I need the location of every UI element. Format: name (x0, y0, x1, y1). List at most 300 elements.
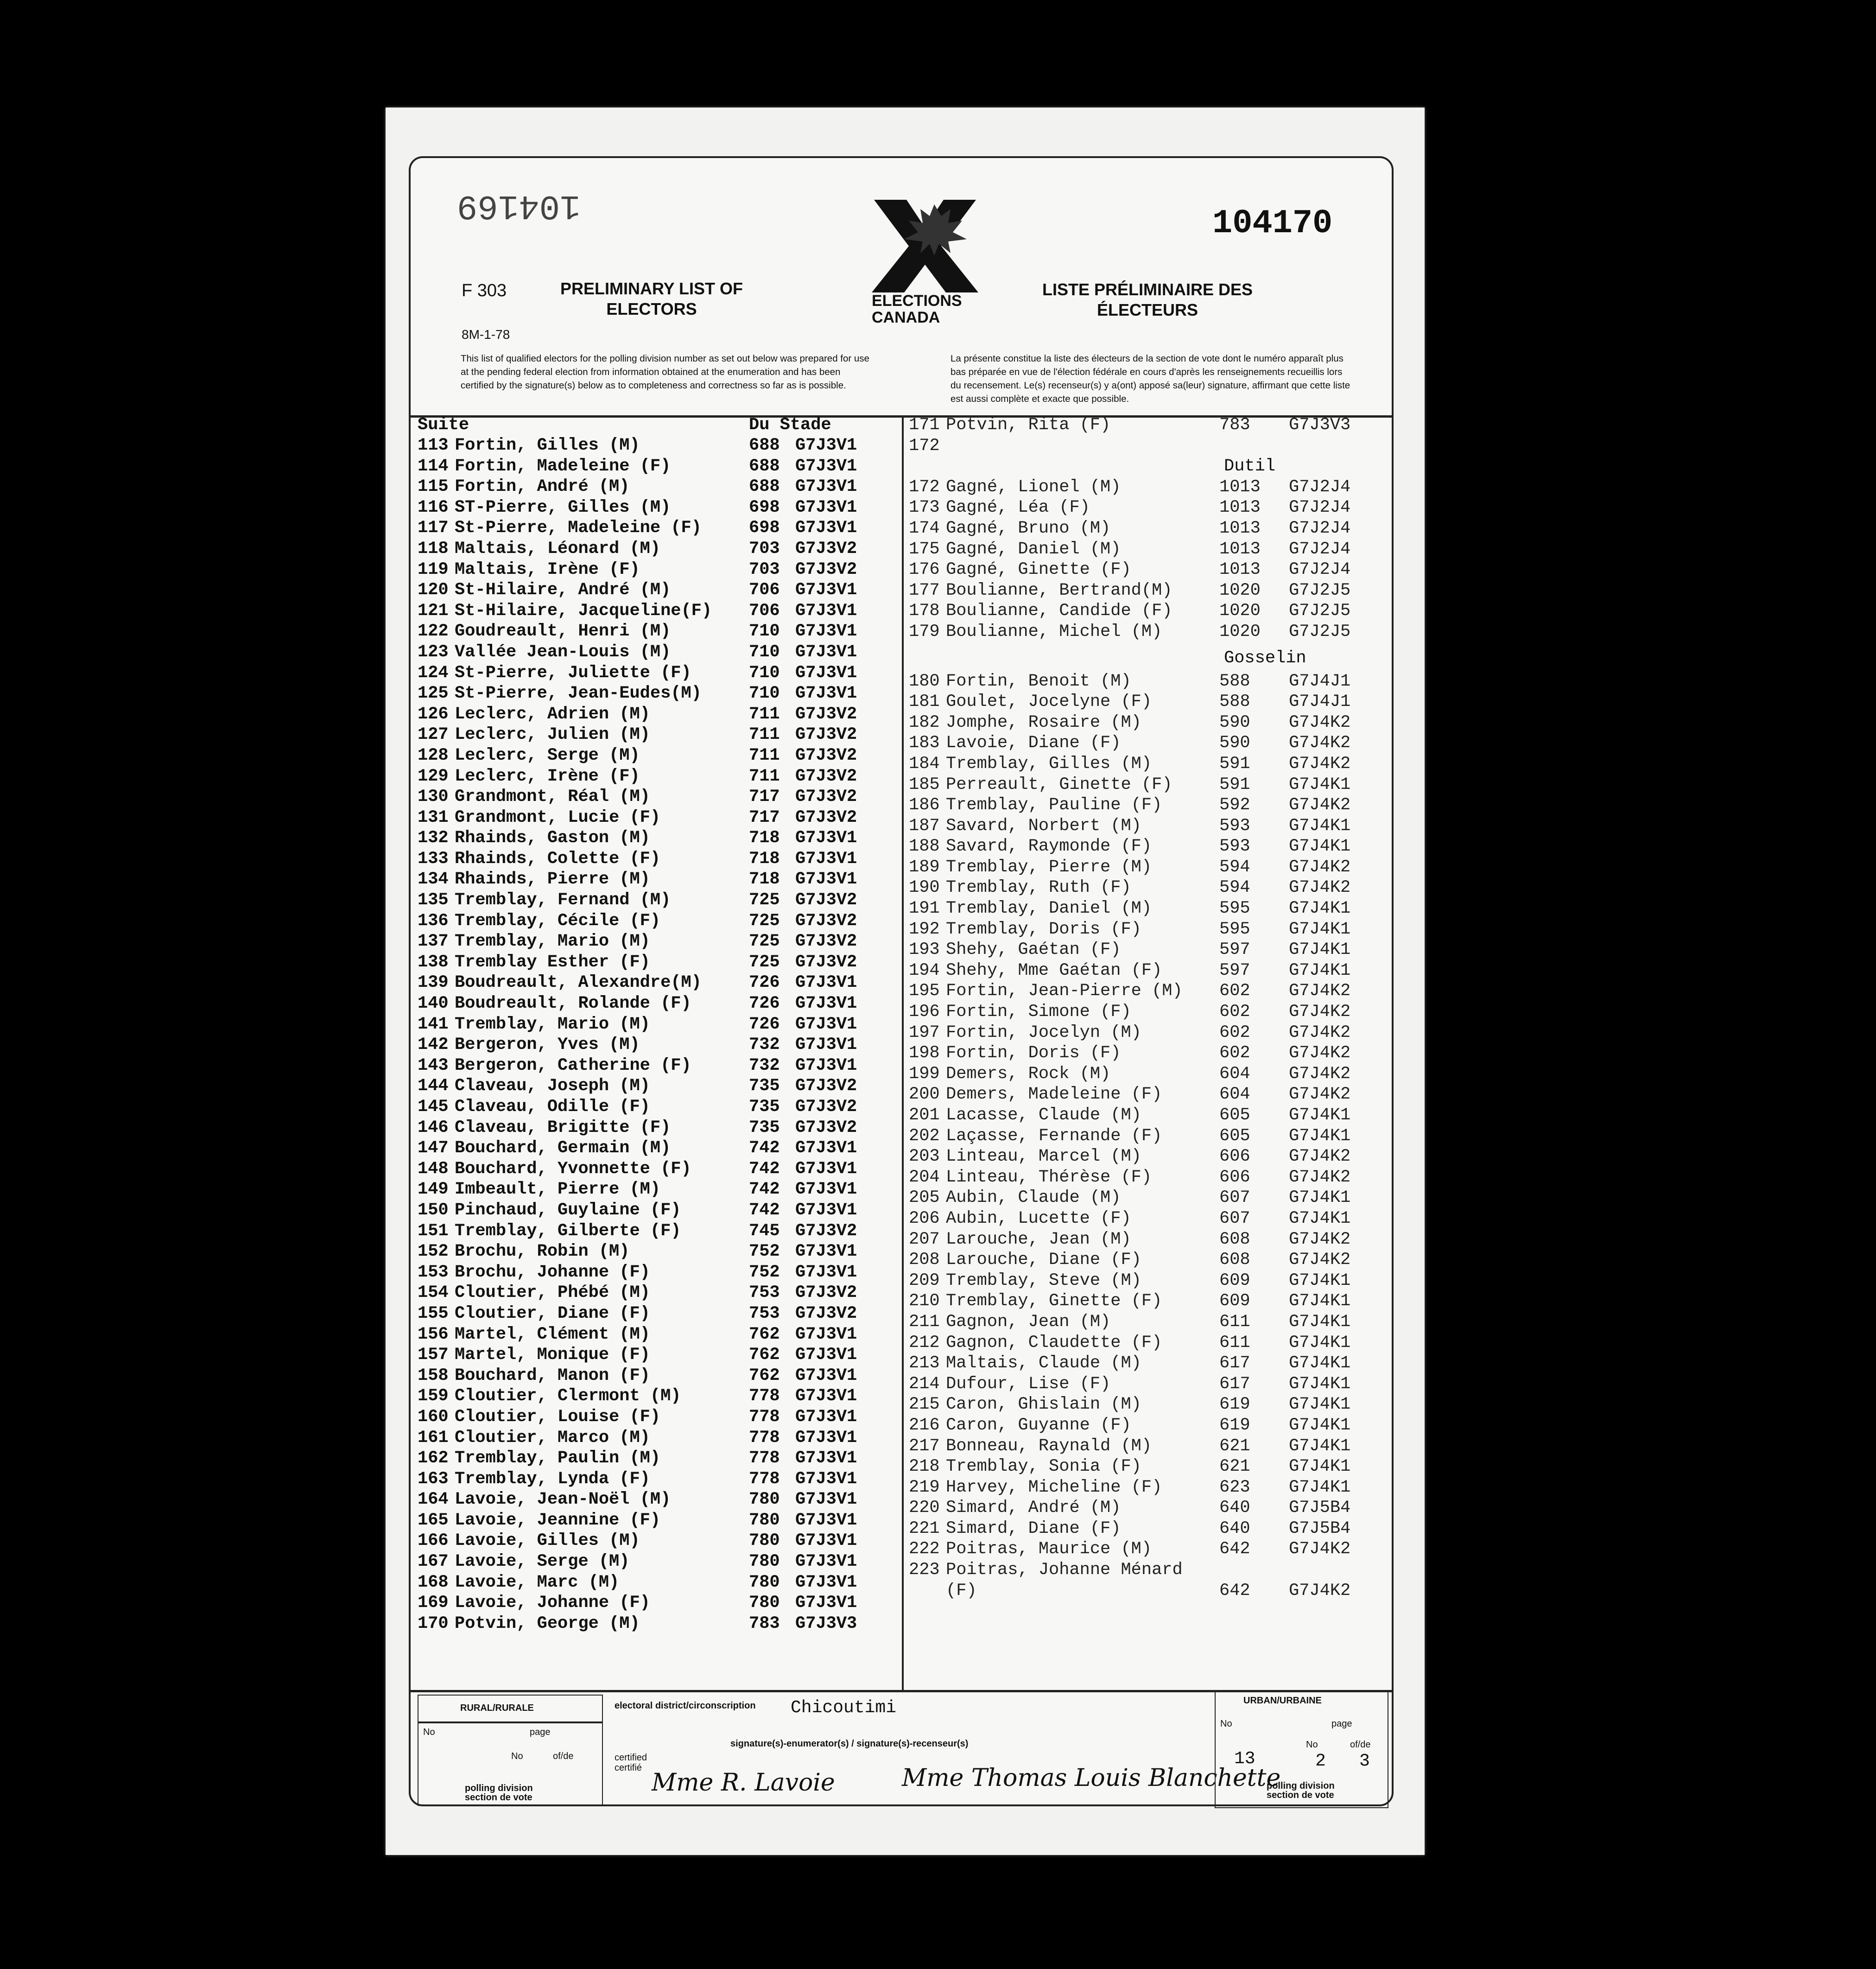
elector-address: 611 (1219, 1312, 1250, 1332)
elector-address: 592 (1219, 795, 1250, 815)
elector-name: Demers, Madeleine (F) (946, 1085, 1162, 1105)
elector-number: 146 (418, 1118, 449, 1137)
elector-number: 142 (418, 1035, 449, 1055)
elector-number: 145 (418, 1097, 449, 1117)
elector-name: Bonneau, Raynald (M) (946, 1436, 1152, 1456)
elector-postal-code: G7J4J1 (1289, 671, 1351, 691)
elector-number: 219 (909, 1477, 940, 1497)
elector-number: 130 (418, 787, 449, 807)
elector-postal-code: G7J2J5 (1289, 601, 1351, 621)
elector-name: Leclerc, Serge (M) (455, 745, 640, 765)
elector-name: Fortin, Benoit (M) (946, 671, 1131, 691)
elector-row (909, 1271, 1391, 1292)
elector-row (418, 1138, 900, 1159)
elector-row (909, 1416, 1391, 1436)
elector-number: 139 (418, 973, 449, 993)
urban-page-label: page (1331, 1719, 1352, 1729)
elector-postal-code: G7J4K2 (1289, 1581, 1351, 1601)
elector-postal-code: G7J3V1 (795, 994, 857, 1014)
elector-address: 597 (1219, 960, 1250, 980)
elector-address: 753 (749, 1283, 780, 1303)
elector-postal-code: G7J4K2 (1289, 878, 1351, 898)
elector-number: 153 (418, 1262, 449, 1282)
elector-address: 732 (749, 1035, 780, 1055)
signature-label: signature(s)-enumerator(s) / signature(s)-recenseur(s) (730, 1739, 969, 1749)
elector-row (909, 1519, 1391, 1540)
elector-row (418, 477, 900, 498)
street-heading-gosselin (909, 643, 1391, 672)
elector-address: 711 (749, 745, 780, 765)
elector-number: 172 (909, 477, 940, 497)
elector-row (909, 899, 1391, 920)
elector-row (909, 1581, 1391, 1602)
elector-number: 167 (418, 1552, 449, 1572)
elector-name: Goulet, Jocelyne (F) (946, 692, 1152, 712)
elector-row (909, 1560, 1391, 1581)
elector-row (909, 1333, 1391, 1354)
elector-name: Shehy, Gaétan (F) (946, 940, 1121, 960)
elector-row (909, 436, 1391, 457)
elector-postal-code: G7J2J4 (1289, 518, 1351, 538)
elector-number: 117 (418, 518, 449, 538)
elector-address: 710 (749, 663, 780, 683)
elector-name: Boulianne, Bertrand(M) (946, 580, 1172, 600)
elector-row (418, 953, 900, 973)
elector-number: 151 (418, 1221, 449, 1241)
elector-postal-code: G7J4K1 (1289, 1374, 1351, 1394)
elector-postal-code: G7J3V1 (795, 849, 857, 869)
elector-number: 210 (909, 1291, 940, 1311)
elector-number: 196 (909, 1002, 940, 1022)
elector-row (909, 754, 1391, 775)
elector-postal-code: G7J4K1 (1289, 1395, 1351, 1415)
elector-number: 116 (418, 497, 449, 517)
elector-postal-code: G7J4K1 (1289, 1436, 1351, 1456)
elector-postal-code: G7J3V1 (795, 1262, 857, 1282)
elector-row (909, 1374, 1391, 1395)
elector-row (909, 1436, 1391, 1457)
elector-postal-code: G7J4K1 (1289, 816, 1351, 836)
elector-postal-code: G7J4K1 (1289, 1270, 1351, 1290)
elector-address: 780 (749, 1490, 780, 1510)
elector-address: 725 (749, 932, 780, 952)
elector-name: Tremblay, Cécile (F) (455, 911, 661, 931)
elector-address: 617 (1219, 1374, 1250, 1394)
elector-name: St-Pierre, Juliette (F) (455, 663, 691, 683)
elector-number: 128 (418, 745, 449, 765)
elector-row (909, 920, 1391, 940)
elector-row (418, 1448, 900, 1469)
elector-number: 169 (418, 1593, 449, 1613)
elector-postal-code: G7J3V1 (795, 1159, 857, 1179)
electors-body (411, 415, 1392, 1690)
elector-name: Tremblay, Pauline (F) (946, 795, 1162, 815)
elector-name: Cloutier, Louise (F) (455, 1407, 661, 1427)
elector-number: 158 (418, 1366, 449, 1385)
elector-row (418, 684, 900, 705)
elector-postal-code: G7J3V1 (795, 622, 857, 642)
elector-postal-code: G7J4K2 (1289, 754, 1351, 774)
elector-address: 717 (749, 787, 780, 807)
elector-postal-code: G7J3V1 (795, 1180, 857, 1200)
elector-address: 1020 (1219, 580, 1261, 600)
elector-number: 166 (418, 1531, 449, 1551)
rural-page-label: page (530, 1727, 551, 1737)
serial-number: 104170 (1212, 204, 1333, 242)
elector-number: 193 (909, 940, 940, 960)
elector-postal-code: G7J3V1 (795, 870, 857, 889)
elector-number: 138 (418, 952, 449, 972)
elector-address: 780 (749, 1552, 780, 1572)
elector-address: 609 (1219, 1291, 1250, 1311)
elector-postal-code: G7J4K1 (1289, 1353, 1351, 1373)
elector-name: Gagnon, Jean (M) (946, 1312, 1111, 1332)
elector-number: 181 (909, 692, 940, 712)
district-name: Chicoutimi (791, 1698, 897, 1718)
elector-address: 698 (749, 518, 780, 538)
elector-row (418, 1076, 900, 1097)
elector-name: Lavoie, Marc (M) (455, 1572, 620, 1592)
elector-postal-code: G7J4K2 (1289, 1064, 1351, 1084)
elector-address: 778 (749, 1469, 780, 1489)
elector-number: 144 (418, 1076, 449, 1096)
form-date: 8M-1-78 (462, 327, 510, 342)
elector-row (418, 601, 900, 622)
elector-row (909, 1147, 1391, 1168)
elector-number: 187 (909, 816, 940, 836)
elector-address: 617 (1219, 1353, 1250, 1373)
elector-address: 609 (1219, 1270, 1250, 1290)
elector-address: 762 (749, 1345, 780, 1365)
elector-postal-code: G7J3V1 (795, 1035, 857, 1055)
elector-name: Caron, Ghislain (M) (946, 1395, 1141, 1415)
elector-number: 202 (909, 1126, 940, 1146)
intro-french: La présente constitue la liste des électeurs de la section de vote dont le numéro apparaît plus bas préparée en vue de l'élection fédérale en cours d'après les renseignements recueillis lors du recensement. Le(s) recenseur(s) y a(ont) apposé sa(leur) signature, affirmant que cette liste est aussi complète et exacte que possible. (951, 353, 1350, 404)
rural-of-label: of/de (553, 1751, 574, 1761)
street-label-gosselin: Gosselin (1224, 648, 1306, 668)
elector-row (909, 1043, 1391, 1064)
elector-postal-code: G7J4J1 (1289, 692, 1351, 712)
elector-address: 718 (749, 828, 780, 848)
elector-address: 619 (1219, 1415, 1250, 1435)
elector-row (418, 457, 900, 477)
elector-number: 222 (909, 1539, 940, 1559)
elector-row (909, 1312, 1391, 1333)
elector-row (909, 1188, 1391, 1209)
certified-label: certified certifié (615, 1753, 647, 1773)
elector-row (909, 1085, 1391, 1105)
elector-address: 735 (749, 1076, 780, 1096)
elector-row (418, 580, 900, 601)
elector-name: Tremblay, Paulin (M) (455, 1448, 661, 1468)
elector-row (909, 775, 1391, 796)
elector-address: 735 (749, 1118, 780, 1137)
elector-postal-code: G7J3V1 (795, 1366, 857, 1385)
elector-postal-code: G7J4K1 (1289, 1126, 1351, 1146)
elector-number: 154 (418, 1283, 449, 1303)
elector-address: 590 (1219, 733, 1250, 753)
elector-postal-code: G7J3V2 (795, 704, 857, 724)
elector-address: 783 (1219, 415, 1250, 435)
elector-number: 189 (909, 857, 940, 877)
elector-row (418, 828, 900, 849)
elector-address: 606 (1219, 1167, 1250, 1187)
elector-row (418, 1490, 900, 1511)
elector-postal-code: G7J4K2 (1289, 733, 1351, 753)
elector-name: Shehy, Mme Gaétan (F) (946, 960, 1162, 980)
elector-number: 114 (418, 456, 449, 476)
elector-name: Grandmont, Réal (M) (455, 787, 650, 807)
elector-postal-code: G7J3V2 (795, 807, 857, 827)
elector-name: Boulianne, Michel (M) (946, 622, 1162, 642)
elector-row (909, 1023, 1391, 1044)
elector-number: 174 (909, 518, 940, 538)
elector-address: 778 (749, 1448, 780, 1468)
elector-number: 182 (909, 712, 940, 732)
elector-postal-code: G7J2J5 (1289, 622, 1351, 642)
urban-of-label: of/de (1350, 1740, 1371, 1750)
elector-number: 194 (909, 960, 940, 980)
elector-row (418, 1511, 900, 1531)
elector-name: Cloutier, Phébé (M) (455, 1283, 650, 1303)
elector-address: 607 (1219, 1208, 1250, 1228)
elector-postal-code: G7J3V1 (795, 1345, 857, 1365)
urban-box (1215, 1690, 1388, 1808)
elector-postal-code: G7J3V1 (795, 828, 857, 848)
elector-address: 710 (749, 684, 780, 704)
elector-name: St-Hilaire, André (M) (455, 580, 671, 600)
elector-number: 115 (418, 477, 449, 497)
elector-name: Tremblay, Fernand (M) (455, 890, 671, 910)
elector-address: 742 (749, 1200, 780, 1220)
urban-polling-label: polling division section de vote (1267, 1781, 1335, 1800)
elector-address: 602 (1219, 981, 1250, 1001)
elector-name: Poitras, Maurice (M) (946, 1539, 1152, 1559)
elector-number: 171 (909, 415, 940, 435)
elector-name: Leclerc, Irène (F) (455, 766, 640, 786)
elector-name: Cloutier, Marco (M) (455, 1428, 650, 1448)
elector-postal-code: G7J3V2 (795, 1076, 857, 1096)
elector-row (909, 981, 1391, 1002)
elector-name: Harvey, Micheline (F) (946, 1477, 1162, 1497)
elector-postal-code: G7J3V2 (795, 725, 857, 745)
elector-postal-code: G7J2J5 (1289, 580, 1351, 600)
elector-name: Aubin, Lucette (F) (946, 1208, 1131, 1228)
elector-postal-code: G7J4K1 (1289, 960, 1351, 980)
elector-address: 706 (749, 580, 780, 600)
elector-row (909, 1478, 1391, 1499)
elector-name: Gagné, Bruno (M) (946, 518, 1111, 538)
elector-row (909, 1395, 1391, 1416)
elector-number: 213 (909, 1353, 940, 1373)
elector-number: 175 (909, 539, 940, 559)
elector-postal-code: G7J3V1 (795, 1138, 857, 1158)
elector-name: Fortin, André (M) (455, 477, 630, 497)
elector-number: 124 (418, 663, 449, 683)
elector-number: 197 (909, 1023, 940, 1042)
elector-name: Tremblay, Pierre (M) (946, 857, 1152, 877)
elector-number: 217 (909, 1436, 940, 1456)
elector-address: 735 (749, 1097, 780, 1117)
elector-row (909, 560, 1391, 581)
elector-row (909, 1168, 1391, 1188)
rural-polling-label: polling division section de vote (465, 1783, 533, 1803)
elector-postal-code: G7J2J4 (1289, 498, 1351, 518)
elector-postal-code: G7J4K2 (1289, 1229, 1351, 1249)
elector-address: 1013 (1219, 560, 1261, 580)
elector-number: 212 (909, 1333, 940, 1353)
elector-address: 778 (749, 1386, 780, 1406)
elector-name: Lavoie, Johanne (F) (455, 1593, 650, 1613)
elector-row (418, 973, 900, 994)
elector-postal-code: G7J4K2 (1289, 1085, 1351, 1105)
street-label-suite: Suite (418, 415, 469, 435)
left-column (418, 415, 900, 1634)
elector-address: 604 (1219, 1085, 1250, 1105)
elector-row (909, 878, 1391, 899)
elector-row (909, 1105, 1391, 1126)
elector-row (909, 961, 1391, 982)
elector-name: Fortin, Jean-Pierre (M) (946, 981, 1183, 1001)
elector-number: 125 (418, 684, 449, 704)
elector-address: 1020 (1219, 601, 1261, 621)
elector-name: Savard, Raymonde (F) (946, 837, 1152, 857)
elector-postal-code: G7J3V1 (795, 1324, 857, 1344)
elector-postal-code: G7J3V1 (795, 1242, 857, 1262)
elector-postal-code: G7J3V1 (795, 1200, 857, 1220)
elector-number: 152 (418, 1242, 449, 1262)
elector-number: 140 (418, 994, 449, 1014)
elector-name: Bergeron, Yves (M) (455, 1035, 640, 1055)
elector-address: 726 (749, 994, 780, 1014)
elector-number: 172 (909, 436, 940, 456)
elector-postal-code: G7J3V1 (795, 684, 857, 704)
elector-postal-code: G7J3V1 (795, 1593, 857, 1613)
elector-row (418, 787, 900, 808)
elector-row (418, 994, 900, 1015)
elector-number: 119 (418, 559, 449, 579)
elector-number: 150 (418, 1200, 449, 1220)
elector-row (418, 539, 900, 560)
elector-address: 726 (749, 973, 780, 993)
elector-postal-code: G7J4K1 (1289, 919, 1351, 939)
elector-address: 594 (1219, 878, 1250, 898)
elector-address: 1020 (1219, 622, 1261, 642)
elector-postal-code: G7J3V2 (795, 559, 857, 579)
elector-row (909, 1498, 1391, 1519)
elector-name: Bouchard, Germain (M) (455, 1138, 671, 1158)
elector-postal-code: G7J3V2 (795, 952, 857, 972)
elector-row (418, 1325, 900, 1346)
elector-name: Bouchard, Yvonnette (F) (455, 1159, 691, 1179)
elector-number: 164 (418, 1490, 449, 1510)
elector-number: 159 (418, 1386, 449, 1406)
elector-row (418, 1407, 900, 1428)
elector-row (418, 746, 900, 767)
elector-number: 122 (418, 622, 449, 642)
elector-address: 595 (1219, 919, 1250, 939)
elector-name: St-Pierre, Madeleine (F) (455, 518, 702, 538)
dutil-elector-list (909, 477, 1391, 643)
elector-number: 203 (909, 1147, 940, 1167)
elector-row (909, 1126, 1391, 1147)
elector-name: Gagnon, Claudette (F) (946, 1333, 1162, 1353)
elector-postal-code: G7J3V1 (795, 477, 857, 497)
elector-number: 137 (418, 932, 449, 952)
elector-address: 742 (749, 1159, 780, 1179)
right-top-list (909, 415, 1391, 457)
ghost-serial: 104169 (457, 186, 581, 225)
elector-address: 619 (1219, 1395, 1250, 1415)
elector-row (909, 622, 1391, 643)
elector-number: 161 (418, 1428, 449, 1448)
right-column (909, 415, 1391, 1601)
elector-row (418, 1159, 900, 1180)
elector-name: Gagné, Léa (F) (946, 498, 1090, 518)
elector-address: 642 (1219, 1539, 1250, 1559)
elector-postal-code: G7J4K1 (1289, 1208, 1351, 1228)
elector-number: 123 (418, 642, 449, 662)
elector-row (418, 870, 900, 890)
elector-row (418, 1015, 900, 1035)
elector-address: 742 (749, 1180, 780, 1200)
elector-name: Lavoie, Serge (M) (455, 1552, 630, 1572)
elector-row (418, 518, 900, 539)
elector-postal-code: G7J3V1 (795, 518, 857, 538)
elector-name: Bergeron, Catherine (F) (455, 1055, 691, 1075)
elector-number: 136 (418, 911, 449, 931)
elector-postal-code: G7J3V2 (795, 1221, 857, 1241)
elector-address: 783 (749, 1613, 780, 1633)
elector-name: Rhainds, Pierre (M) (455, 870, 650, 889)
elector-number: 205 (909, 1188, 940, 1208)
elector-name: Martel, Monique (F) (455, 1345, 650, 1365)
elector-address: 1013 (1219, 518, 1261, 538)
elector-address: 688 (749, 477, 780, 497)
elector-name: Fortin, Doris (F) (946, 1043, 1121, 1063)
elector-postal-code: G7J3V1 (795, 601, 857, 621)
elector-number: 141 (418, 1014, 449, 1034)
urban-no-label: No (1220, 1719, 1232, 1729)
elector-number: 201 (909, 1105, 940, 1125)
elector-name: Claveau, Odille (F) (455, 1097, 650, 1117)
elector-number: 221 (909, 1518, 940, 1538)
elector-postal-code: G7J3V1 (795, 1510, 857, 1530)
elector-name: Tremblay Esther (F) (455, 952, 650, 972)
document-sheet (386, 108, 1425, 1855)
street-label-dutil: Dutil (1224, 457, 1276, 476)
elector-address: 710 (749, 642, 780, 662)
elector-number: 184 (909, 754, 940, 774)
elector-number: 134 (418, 870, 449, 889)
elector-postal-code: G7J2J4 (1289, 560, 1351, 580)
elector-address: 732 (749, 1055, 780, 1075)
elector-postal-code: G7J3V1 (795, 456, 857, 476)
left-elector-list (418, 436, 900, 1634)
elector-name: Martel, Clément (M) (455, 1324, 650, 1344)
elector-address: 752 (749, 1262, 780, 1282)
elector-row (418, 1035, 900, 1056)
elector-name: Boudreault, Rolande (F) (455, 994, 691, 1014)
elector-address: 780 (749, 1531, 780, 1551)
elector-row (418, 1200, 900, 1221)
elector-number: 121 (418, 601, 449, 621)
elector-name: Boudreault, Alexandre(M) (455, 973, 702, 993)
elector-address: 780 (749, 1510, 780, 1530)
elector-number: 133 (418, 849, 449, 869)
elector-postal-code: G7J3V1 (795, 1386, 857, 1406)
elector-name: Rhainds, Colette (F) (455, 849, 661, 869)
